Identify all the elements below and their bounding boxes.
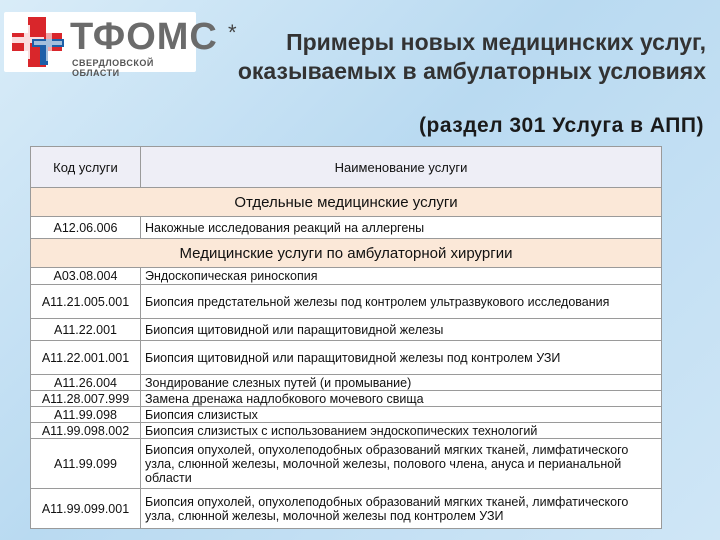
table-row: [31, 407, 662, 423]
bullet-star-icon: *: [228, 20, 237, 45]
section-row: [31, 188, 662, 217]
service-name: Биопсия щитовидной или паращитовидной железы: [141, 319, 662, 341]
service-name: Замена дренажа надлобкового мочевого свища: [141, 391, 662, 407]
page-title: [228, 20, 706, 86]
table-row: [31, 375, 662, 391]
table-row: [31, 391, 662, 407]
service-name: Биопсия щитовидной или паращитовидной железы под контролем УЗИ: [141, 341, 662, 375]
column-header-name: Наименование услуги: [141, 147, 662, 188]
service-code: A11.22.001.001: [31, 341, 141, 375]
logo: [4, 12, 218, 78]
service-code: A11.99.099.001: [31, 489, 141, 529]
table-row: [31, 268, 662, 285]
table-header-row: [31, 147, 662, 188]
service-name: Биопсия опухолей, опухолеподобных образований мягких тканей, лимфатического узла, слюнной железы, молочной железы под контролем УЗИ: [141, 489, 662, 529]
table-row: [31, 285, 662, 319]
service-code: A11.22.001: [31, 319, 141, 341]
service-code: A11.99.099: [31, 439, 141, 489]
service-code: A12.06.006: [31, 217, 141, 239]
section-title: Отдельные медицинские услуги: [31, 188, 662, 217]
service-name: Биопсия опухолей, опухолеподобных образований мягких тканей, лимфатического узла, слюнной железы, молочной железы, полового члена, ануса и перианальной области: [141, 439, 662, 489]
logo-name: ТФОМС: [70, 16, 218, 58]
table-row: [31, 489, 662, 529]
service-name: Зондирование слезных путей (и промывание): [141, 375, 662, 391]
service-code: A11.28.007.999: [31, 391, 141, 407]
services-table: [30, 146, 662, 529]
cross-logo-icon: [8, 15, 66, 69]
table-row: [31, 439, 662, 489]
table-row: [31, 319, 662, 341]
page-subtitle: (раздел 301 Услуга в АПП): [419, 114, 704, 137]
column-header-code: Код услуги: [31, 147, 141, 188]
service-name: Накожные исследования реакций на аллергены: [141, 217, 662, 239]
table-row: [31, 217, 662, 239]
table-row: [31, 341, 662, 375]
service-code: A03.08.004: [31, 268, 141, 285]
service-code: A11.26.004: [31, 375, 141, 391]
logo-subtitle: СВЕРДЛОВСКОЙ ОБЛАСТИ: [72, 58, 154, 78]
service-code: A11.21.005.001: [31, 285, 141, 319]
section-row: [31, 239, 662, 268]
section-title: Медицинские услуги по амбулаторной хирургии: [31, 239, 662, 268]
service-name: Биопсия слизистых с использованием эндоскопических технологий: [141, 423, 662, 439]
service-name: Биопсия предстательной железы под контролем ультразвукового исследования: [141, 285, 662, 319]
service-name: Биопсия слизистых: [141, 407, 662, 423]
page-title-text: Примеры новых медицинских услуг, оказываемых в амбулаторных условиях: [237, 29, 706, 84]
table-row: [31, 423, 662, 439]
service-name: Эндоскопическая риноскопия: [141, 268, 662, 285]
service-code: A11.99.098.002: [31, 423, 141, 439]
service-code: A11.99.098: [31, 407, 141, 423]
